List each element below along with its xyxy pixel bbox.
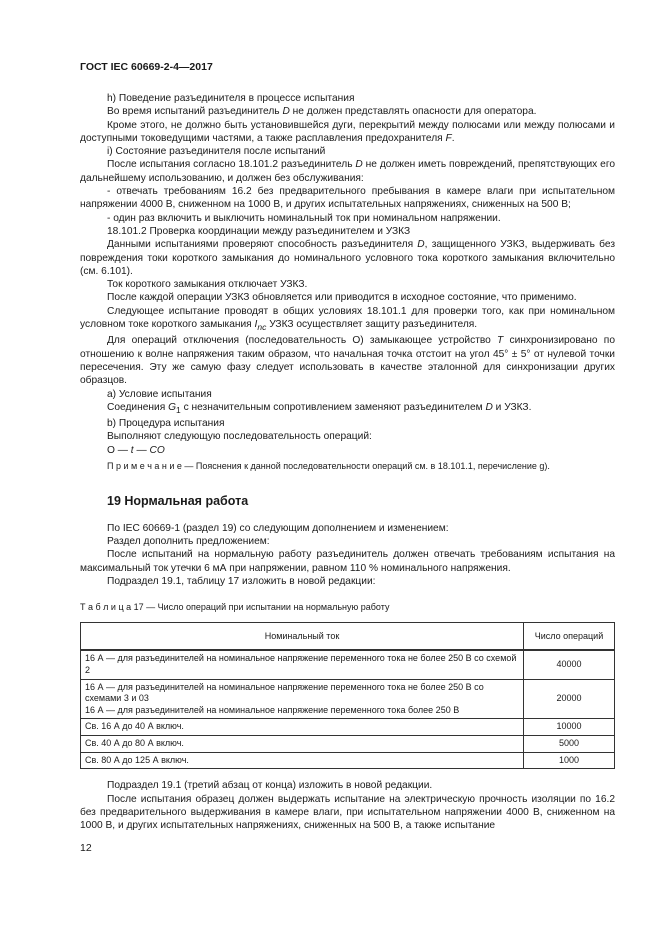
paragraph: Следующее испытание проводят в общих условиях 18.101.1 для проверки того, как при номинальном условном токе короткого замыкания $I_{nc}$ УЗКЗ осуществляет защиту разъединителя. [80,305,615,333]
paragraph: Во время испытаний разъединитель D не должен представлять опасности для оператора. [107,106,537,118]
paragraph: Данными испытаниями проверяют способность разъединителя D, защищенного УЗКЗ, выдерживать без повреждения токи короткого замыкания до номинального условного тока короткого замыкания включительно (см. 6.101). [80,239,615,277]
list-item: - один раз включить и выключить номинальный ток при номинальном напряжении. [107,212,501,224]
cell-operations: 1000 [524,752,615,769]
note: П р и м е ч а н и е — Пояснения к данной последовательности операций см. в 18.101.1, перечисление g). [107,461,550,472]
operation-sequence: О — t — CO [107,444,165,456]
paragraph: Подраздел 19.1 (третий абзац от конца) изложить в новой редакции. [107,780,433,792]
table-header-row [81,623,615,651]
paragraph: По IEC 60669-1 (раздел 19) со следующим дополнением и изменением: [107,522,449,534]
cell-current: 16 А — для разъединителей на номинальное напряжение переменного тока не более 250 В со схемой 2 [81,650,524,679]
operations-table [80,622,615,769]
cell-current: Св. 16 А до 40 А включ. [81,719,524,736]
document-header: ГОСТ IEC 60669-2-4—2017 [80,61,213,73]
table-row [81,752,615,769]
table-row [81,719,615,736]
paragraph: Раздел дополнить предложением: [107,535,270,547]
cell-operations: 10000 [524,719,615,736]
paragraph: После испытания согласно 18.101.2 разъединитель D не должен иметь повреждений, препятствующих его дальнейшему использованию, и должен без обслуживания: [80,159,615,184]
cell-current: 16 А — для разъединителей на номинальное напряжение переменного тока не более 250 В со схемами 3 и 03 16 А — для разъединителей на номинальное напряжение переменного тока более 250 В [81,679,524,719]
paragraph: После испытания образец должен выдержать испытание на электрическую прочность изоляции по 16.2 без предварительного выдерживания в камере влаги, при испытательном напряжении 4000 В, сниженном на 1000 В, и других испытательных напряжениях, сниженных на 500 В, а также испытание [80,793,615,832]
cell-current: Св. 40 А до 80 А включ. [81,736,524,753]
item-b-title: b) Процедура испытания [107,418,225,430]
column-header-current: Номинальный ток [81,623,524,651]
paragraph: Выполняют следующую последовательность операций: [107,431,372,443]
document-body [80,92,615,832]
paragraph: Кроме этого, не должно быть установившейся дуги, перекрытий между полюсами или между полюсами и доступными токоведущими частями, а также расплавления предохранителя F. [80,119,615,144]
page-number: 12 [80,842,92,854]
table-row [81,736,615,753]
section-title: 19 Нормальная работа [107,494,249,509]
table-caption: Т а б л и ц а 17 — Число операций при испытании на нормальную работу [80,602,390,613]
column-header-operations: Число операций [524,623,615,651]
subsection-title: 18.101.2 Проверка координации между разъединителем и УЗКЗ [107,225,411,237]
cell-operations: 5000 [524,736,615,753]
paragraph: После испытаний на нормальную работу разъединитель должен отвечать требованиям испытания на максимальный ток утечки 6 мА при напряжении, равном 110 % номинального напряжения. [80,549,615,574]
paragraph: Соединения $G_1$ с незначительным сопротивлением заменяют разъединителем D и УЗКЗ. [107,401,532,415]
cell-current: Св. 80 А до 125 А включ. [81,752,524,769]
table-row [81,679,615,719]
paragraph: Для операций отключения (последовательность О) замыкающее устройство T синхронизировано по отношению к волне напряжения таким образом, что начальная точка отстоит на угол 45° ± 5° от нулевой точки пересечения. Эту же самую фазу следует использовать в качестве эталонной для синхронизации других образцов. [80,335,615,387]
paragraph: После каждой операции УЗКЗ обновляется или приводится в исходное состояние, что применимо. [107,292,577,304]
list-item: - отвечать требованиям 16.2 без предварительного пребывания в камере влаги при испытательном напряжении 4000 В, сниженном на 1000 В, и других испытательных напряжениях, сниженных на 500 В; [80,186,615,211]
cell-operations: 20000 [524,679,615,719]
table-row [81,650,615,679]
paragraph: Ток короткого замыкания отключает УЗКЗ. [107,279,308,291]
cell-operations: 40000 [524,650,615,679]
paragraph: Подраздел 19.1, таблицу 17 изложить в новой редакции: [107,575,376,587]
item-a-title: а) Условие испытания [107,388,212,400]
section-i-title: i) Состояние разъединителя после испытаний [107,146,326,158]
section-h-title: h) Поведение разъединителя в процессе испытания [107,93,355,104]
